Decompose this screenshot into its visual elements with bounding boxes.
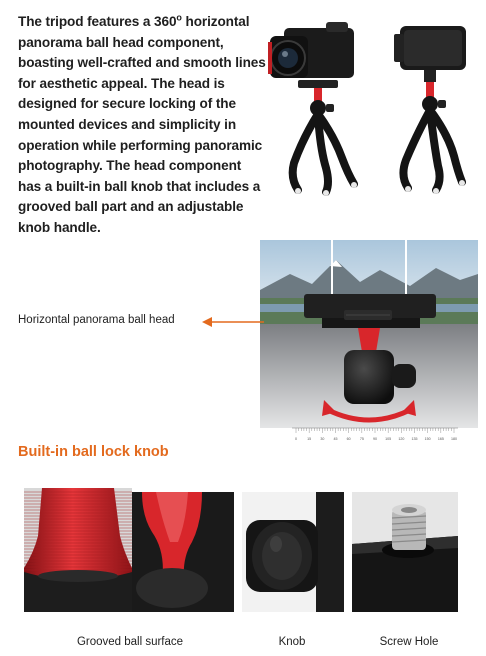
scale-tick-label: 90 [373, 437, 377, 441]
degree-sign: o [176, 12, 182, 23]
scale-tick-label: 150 [424, 437, 431, 441]
knob-closeup-image [242, 492, 344, 612]
intro-line1-end: horizontal [181, 14, 250, 29]
grooved-ball-side-image [132, 492, 234, 612]
screw-hole-closeup-image [352, 492, 458, 612]
scale-tick-label: 15 [307, 437, 312, 441]
screw-hole-photo [352, 492, 458, 612]
intro-line1-start: The tripod features a 360 [18, 14, 177, 29]
ball-head-callout-label: Horizontal panorama ball head [18, 314, 175, 326]
scale-tick-label: 105 [385, 437, 392, 441]
callout-arrow-icon [200, 316, 264, 328]
panorama-ball-head-photo [260, 240, 478, 440]
caption-screw-hole: Screw Hole [379, 636, 439, 648]
intro-paragraph [18, 12, 266, 239]
intro-body: panorama ball head component, boasting well-crafted and smooth lines for aesthetic appeal. The head is designed for secure locking of the mounted devices and simplicity in operation while performing panoramic photography. The head component has a built-in ball knob that includes a grooved ball part and an adjustable knob handle. [18, 34, 266, 235]
section-title: Built-in ball lock knob [18, 444, 169, 460]
scale-tick-label: 60 [346, 437, 351, 441]
knob-photo [242, 492, 344, 612]
caption-grooved-ball-surface: Grooved ball surface [76, 636, 184, 648]
scale-tick-label: 165 [437, 437, 444, 441]
degree-scale [292, 426, 458, 442]
grooved-ball-closeup-image [24, 488, 132, 612]
tripod-phone-image [380, 18, 478, 196]
scale-tick-label: 30 [320, 437, 325, 441]
scale-tick-label: 45 [333, 437, 338, 441]
scale-tick-label: 120 [398, 437, 405, 441]
tripod-phone-photo [380, 18, 478, 196]
scale-tick-label: 180 [451, 437, 457, 441]
caption-knob: Knob [278, 636, 306, 648]
grooved-ball-photo-2 [132, 492, 234, 612]
scale-tick-label: 135 [411, 437, 418, 441]
tripod-camera-image [268, 18, 368, 196]
scale-tick-label: 75 [359, 437, 364, 441]
scale-tick-label: 0 [295, 437, 297, 441]
panorama-scene-image [260, 240, 478, 440]
grooved-ball-photo-1 [24, 488, 132, 612]
tripod-camera-photo [268, 18, 368, 196]
degree-scale-ruler [292, 426, 458, 442]
